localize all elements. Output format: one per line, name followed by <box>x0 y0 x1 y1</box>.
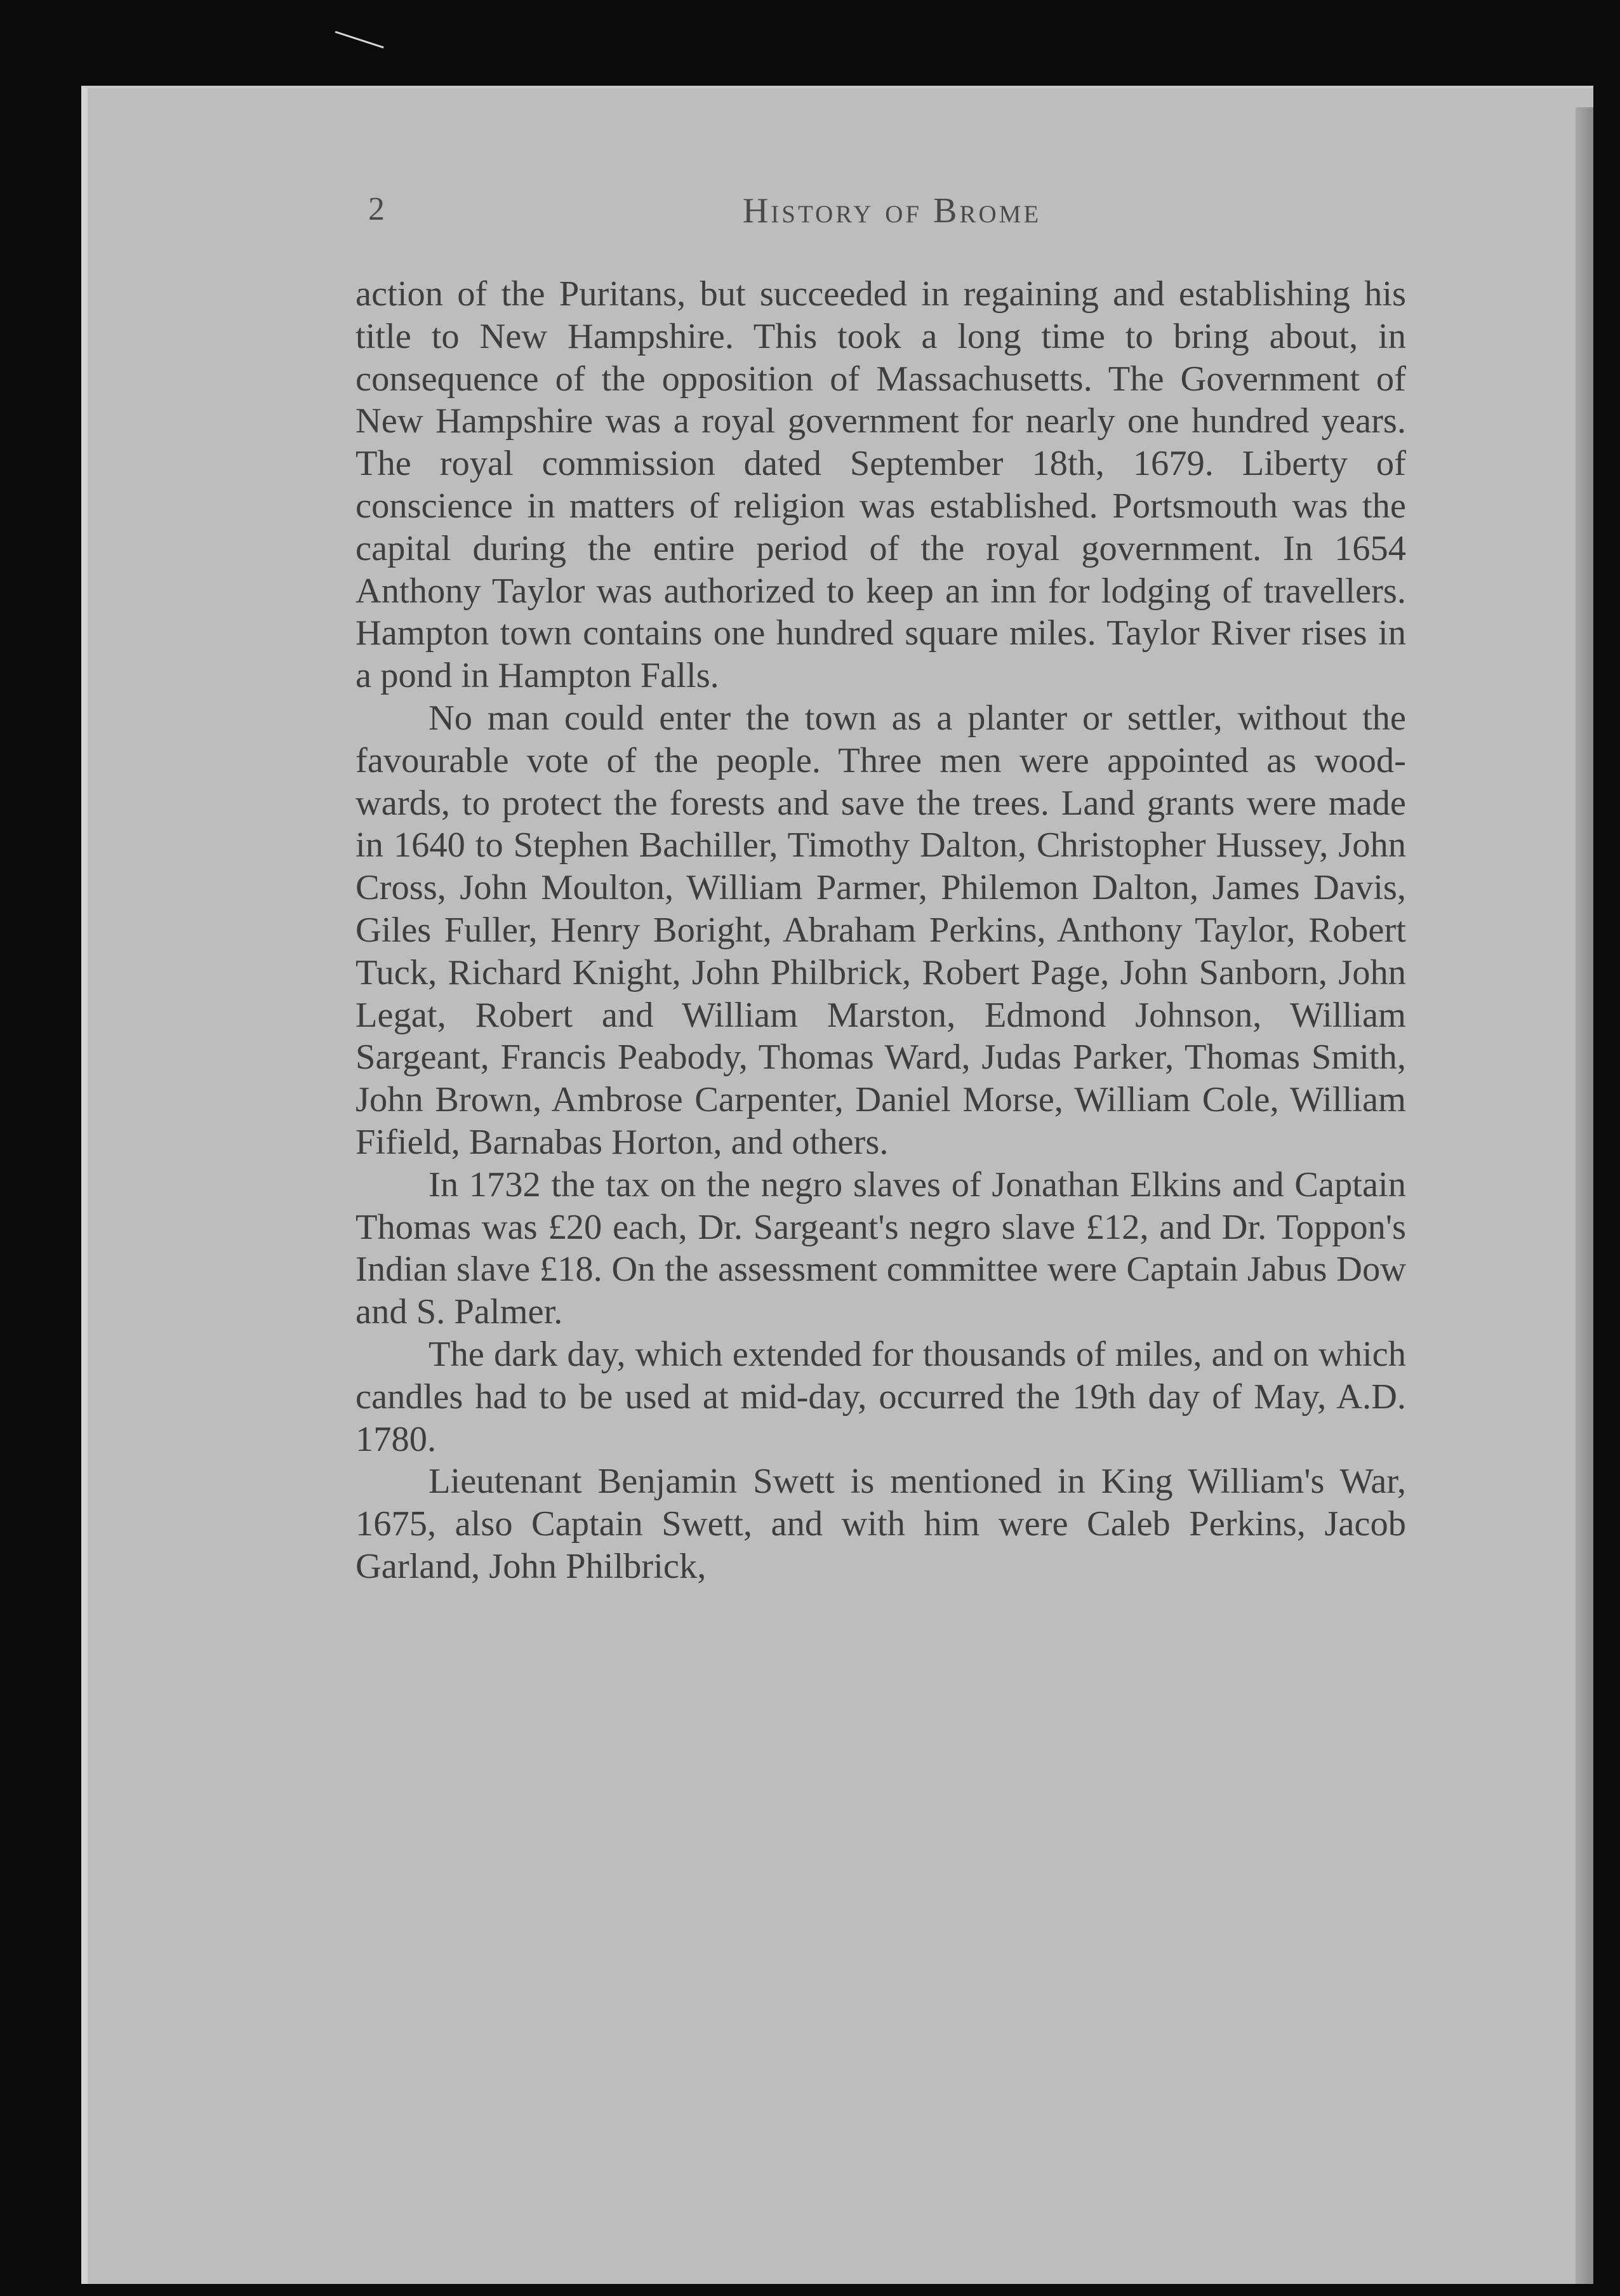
paragraph-5: Lieutenant Benjamin Swett is mentioned in King William's War, 1675, also Captain Swett, and with him were Caleb Perkins, Jacob Garland, John Philbrick, <box>355 1462 1406 1586</box>
page-number: 2 <box>368 191 385 227</box>
scan-debris <box>327 31 383 73</box>
page-header <box>368 190 1416 248</box>
paragraph-2: No man could enter the town as a planter or settler, without the favourable vote of the people. Three men were appointed as wood-wards, to protect the forests and save the trees. Land grants were made in 1640 to Stephen Bachiller, Timothy Dalton, Christopher Hussey, John Cross, John Moulton, William Parmer, Philemon Dalton, James Davis, Giles Fuller, Henry Boright, Abraham Perkins, Anthony Taylor, Robert Tuck, Richard Knight, John Philbrick, Robert Page, John Sanborn, John Legat, Robert and William Marston, Edmond Johnson, William Sargeant, Francis Peabody, Thomas Ward, Judas Parker, Thomas Smith, John Brown, Ambrose Carpenter, Daniel Morse, William Cole, William Fifield, Barnabas Horton, and others. <box>355 698 1406 1162</box>
running-title: History of Brome <box>742 191 1042 230</box>
body-text <box>355 273 1406 1588</box>
page-spine-edge <box>1576 107 1593 2284</box>
paragraph-3: In 1732 the tax on the negro slaves of Jonathan Elkins and Captain Thomas was £20 each, Dr. Sargeant's negro slave £12, and Dr. Toppon's Indian slave £18. On the assessment committee were Captain Jabus Dow and S. Palmer. <box>355 1165 1406 1332</box>
paragraph-1: action of the Puritans, but succeeded in regaining and establishing his title to New Hampshire. This took a long time to bring about, in consequence of the opposition of Massachusetts. The Government of New Hampshire was a royal government for nearly one hundred years. The royal commission dated September 18th, 1679. Liberty of conscience in matters of religion was established. Portsmouth was the capital during the entire period of the royal government. In 1654 Anthony Taylor was authorized to keep an inn for lodging of travellers. Hampton town contains one hundred square miles. Taylor River rises in a pond in Hampton Falls. <box>355 274 1406 696</box>
paragraph-4: The dark day, which extended for thousands of miles, and on which candles had to be used at mid-day, occurred the 19th day of May, A.D. 1780. <box>355 1334 1406 1459</box>
